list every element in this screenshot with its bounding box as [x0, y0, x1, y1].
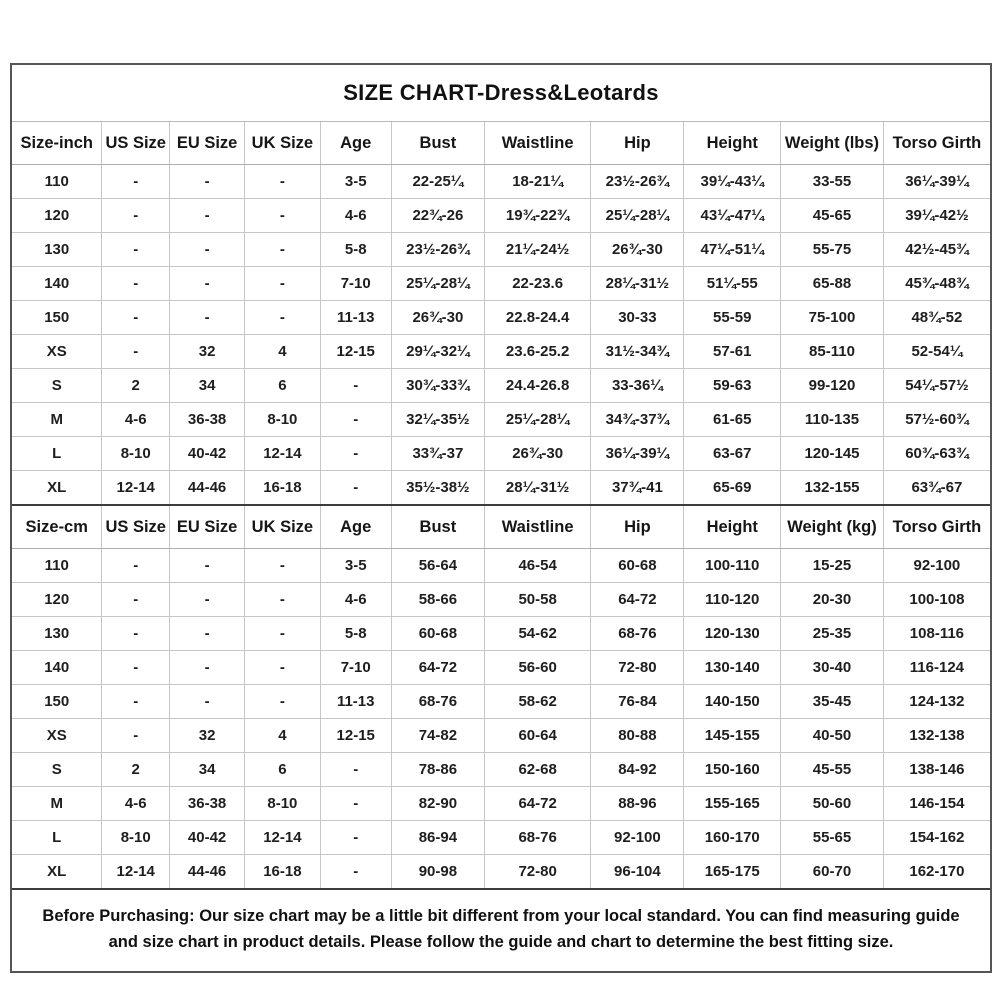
value-cell: 26¾-30 — [484, 437, 591, 471]
value-cell: 78-86 — [391, 753, 484, 787]
value-cell: 110-135 — [781, 403, 884, 437]
value-cell: 12-15 — [320, 719, 391, 753]
value-cell: - — [245, 233, 320, 267]
value-cell: - — [245, 583, 320, 617]
value-cell: 75-100 — [781, 301, 884, 335]
value-cell: - — [169, 233, 244, 267]
value-cell: - — [169, 549, 244, 583]
value-cell: 19¾-22¾ — [484, 199, 591, 233]
column-header: Torso Girth — [883, 506, 990, 549]
value-cell: 36-38 — [169, 787, 244, 821]
value-cell: 145-155 — [684, 719, 781, 753]
value-cell: 165-175 — [684, 855, 781, 889]
table-row — [12, 787, 990, 821]
value-cell: - — [102, 165, 169, 199]
size-cell: 130 — [12, 233, 102, 267]
value-cell: - — [245, 651, 320, 685]
purchase-note: Before Purchasing: Our size chart may be a little bit different from your local standard. You can find measuring guide and size chart in product details. Please follow the guide and chart to determine the best fitting size. — [12, 888, 990, 971]
value-cell: 43¼-47¼ — [684, 199, 781, 233]
size-cell: L — [12, 437, 102, 471]
value-cell: 39¼-42½ — [883, 199, 990, 233]
column-header: Age — [320, 122, 391, 165]
column-header: UK Size — [245, 506, 320, 549]
value-cell: 48¾-52 — [883, 301, 990, 335]
value-cell: 45-55 — [781, 753, 884, 787]
value-cell: 110-120 — [684, 583, 781, 617]
value-cell: - — [320, 753, 391, 787]
value-cell: 100-108 — [883, 583, 990, 617]
value-cell: 82-90 — [391, 787, 484, 821]
table-row — [12, 821, 990, 855]
value-cell: 60¾-63¾ — [883, 437, 990, 471]
value-cell: - — [320, 471, 391, 505]
value-cell: 30-33 — [591, 301, 684, 335]
value-cell: 33-55 — [781, 165, 884, 199]
value-cell: 25¼-28¼ — [391, 267, 484, 301]
table-row — [12, 165, 990, 199]
value-cell: 108-116 — [883, 617, 990, 651]
value-cell: 23½-26¾ — [391, 233, 484, 267]
value-cell: 32¼-35½ — [391, 403, 484, 437]
value-cell: 50-58 — [484, 583, 591, 617]
column-header: Torso Girth — [883, 122, 990, 165]
value-cell: - — [102, 301, 169, 335]
value-cell: 45-65 — [781, 199, 884, 233]
value-cell: 100-110 — [684, 549, 781, 583]
value-cell: 150-160 — [684, 753, 781, 787]
value-cell: 21¼-24½ — [484, 233, 591, 267]
value-cell: 36-38 — [169, 403, 244, 437]
value-cell: 42½-45¾ — [883, 233, 990, 267]
value-cell: 37¾-41 — [591, 471, 684, 505]
value-cell: 52-54¼ — [883, 335, 990, 369]
column-header: Bust — [391, 506, 484, 549]
size-cell: 140 — [12, 651, 102, 685]
value-cell: 4-6 — [102, 787, 169, 821]
size-chart — [10, 63, 992, 973]
value-cell: 4-6 — [320, 583, 391, 617]
value-cell: 72-80 — [591, 651, 684, 685]
value-cell: 8-10 — [102, 821, 169, 855]
table-row — [12, 199, 990, 233]
value-cell: 8-10 — [245, 403, 320, 437]
value-cell: 99-120 — [781, 369, 884, 403]
column-header: Height — [684, 506, 781, 549]
page-title: SIZE CHART-Dress&Leotards — [343, 80, 659, 105]
value-cell: - — [102, 719, 169, 753]
value-cell: 120-145 — [781, 437, 884, 471]
value-cell: 30-40 — [781, 651, 884, 685]
header-row — [12, 506, 990, 549]
table-row — [12, 549, 990, 583]
value-cell: - — [169, 617, 244, 651]
value-cell: 63-67 — [684, 437, 781, 471]
value-cell: 29¼-32¼ — [391, 335, 484, 369]
value-cell: - — [169, 165, 244, 199]
value-cell: 64-72 — [484, 787, 591, 821]
size-cell: 120 — [12, 199, 102, 233]
value-cell: 4-6 — [320, 199, 391, 233]
value-cell: 84-92 — [591, 753, 684, 787]
value-cell: 65-69 — [684, 471, 781, 505]
value-cell: - — [320, 369, 391, 403]
value-cell: 40-50 — [781, 719, 884, 753]
value-cell: 5-8 — [320, 617, 391, 651]
value-cell: 50-60 — [781, 787, 884, 821]
value-cell: 57½-60¾ — [883, 403, 990, 437]
value-cell: 162-170 — [883, 855, 990, 889]
value-cell: 138-146 — [883, 753, 990, 787]
table-row — [12, 583, 990, 617]
value-cell: 54-62 — [484, 617, 591, 651]
value-cell: - — [102, 267, 169, 301]
value-cell: 35-45 — [781, 685, 884, 719]
value-cell: 92-100 — [883, 549, 990, 583]
value-cell: 16-18 — [245, 855, 320, 889]
column-header: Height — [684, 122, 781, 165]
value-cell: 76-84 — [591, 685, 684, 719]
value-cell: 51¼-55 — [684, 267, 781, 301]
value-cell: 36¼-39¼ — [883, 165, 990, 199]
value-cell: 31½-34¾ — [591, 335, 684, 369]
size-table-inch — [12, 122, 990, 504]
value-cell: 5-8 — [320, 233, 391, 267]
value-cell: 65-88 — [781, 267, 884, 301]
value-cell: 74-82 — [391, 719, 484, 753]
value-cell: 58-66 — [391, 583, 484, 617]
value-cell: 28¼-31½ — [484, 471, 591, 505]
size-cell: XS — [12, 335, 102, 369]
value-cell: - — [169, 267, 244, 301]
value-cell: 33-36¼ — [591, 369, 684, 403]
value-cell: 39¼-43¼ — [684, 165, 781, 199]
column-header: Waistline — [484, 122, 591, 165]
value-cell: 11-13 — [320, 301, 391, 335]
value-cell: - — [102, 617, 169, 651]
table-row — [12, 403, 990, 437]
value-cell: 2 — [102, 753, 169, 787]
value-cell: - — [245, 301, 320, 335]
value-cell: 68-76 — [484, 821, 591, 855]
size-cell: XS — [12, 719, 102, 753]
value-cell: 7-10 — [320, 651, 391, 685]
value-cell: 44-46 — [169, 471, 244, 505]
value-cell: 32 — [169, 335, 244, 369]
value-cell: - — [320, 855, 391, 889]
column-header: Age — [320, 506, 391, 549]
value-cell: 34 — [169, 753, 244, 787]
value-cell: 6 — [245, 369, 320, 403]
value-cell: - — [245, 549, 320, 583]
value-cell: 57-61 — [684, 335, 781, 369]
size-cell: XL — [12, 855, 102, 889]
value-cell: 2 — [102, 369, 169, 403]
value-cell: - — [102, 583, 169, 617]
value-cell: 160-170 — [684, 821, 781, 855]
value-cell: - — [169, 583, 244, 617]
value-cell: 36¼-39¼ — [591, 437, 684, 471]
column-header: Hip — [591, 506, 684, 549]
value-cell: 60-70 — [781, 855, 884, 889]
size-cell: 150 — [12, 685, 102, 719]
table-row — [12, 267, 990, 301]
value-cell: 120-130 — [684, 617, 781, 651]
value-cell: 56-64 — [391, 549, 484, 583]
size-cell: S — [12, 369, 102, 403]
size-cell: 110 — [12, 165, 102, 199]
value-cell: 24.4-26.8 — [484, 369, 591, 403]
value-cell: 22-25¼ — [391, 165, 484, 199]
table-row — [12, 719, 990, 753]
value-cell: - — [169, 685, 244, 719]
value-cell: 20-30 — [781, 583, 884, 617]
column-header: Weight (lbs) — [781, 122, 884, 165]
value-cell: 12-15 — [320, 335, 391, 369]
value-cell: 11-13 — [320, 685, 391, 719]
value-cell: 25-35 — [781, 617, 884, 651]
value-cell: 18-21¼ — [484, 165, 591, 199]
value-cell: 60-64 — [484, 719, 591, 753]
size-cell: S — [12, 753, 102, 787]
value-cell: - — [102, 651, 169, 685]
value-cell: - — [102, 549, 169, 583]
value-cell: 88-96 — [591, 787, 684, 821]
size-cell: 150 — [12, 301, 102, 335]
value-cell: 46-54 — [484, 549, 591, 583]
value-cell: 32 — [169, 719, 244, 753]
value-cell: 8-10 — [102, 437, 169, 471]
value-cell: 85-110 — [781, 335, 884, 369]
column-header: UK Size — [245, 122, 320, 165]
value-cell: 72-80 — [484, 855, 591, 889]
column-header: Waistline — [484, 506, 591, 549]
size-cell: XL — [12, 471, 102, 505]
value-cell: 28¼-31½ — [591, 267, 684, 301]
value-cell: 16-18 — [245, 471, 320, 505]
column-header: Hip — [591, 122, 684, 165]
value-cell: 59-63 — [684, 369, 781, 403]
size-cell: M — [12, 787, 102, 821]
value-cell: 68-76 — [591, 617, 684, 651]
value-cell: 61-65 — [684, 403, 781, 437]
value-cell: 35½-38½ — [391, 471, 484, 505]
value-cell: 55-59 — [684, 301, 781, 335]
table-row — [12, 471, 990, 505]
value-cell: 64-72 — [591, 583, 684, 617]
column-header: Size-inch — [12, 122, 102, 165]
value-cell: 58-62 — [484, 685, 591, 719]
value-cell: 12-14 — [102, 855, 169, 889]
value-cell: 124-132 — [883, 685, 990, 719]
value-cell: - — [169, 199, 244, 233]
value-cell: - — [245, 199, 320, 233]
value-cell: 4 — [245, 335, 320, 369]
value-cell: 64-72 — [391, 651, 484, 685]
value-cell: 34¾-37¾ — [591, 403, 684, 437]
value-cell: 60-68 — [591, 549, 684, 583]
value-cell: 15-25 — [781, 549, 884, 583]
column-header: Bust — [391, 122, 484, 165]
value-cell: 33¾-37 — [391, 437, 484, 471]
value-cell: 25¼-28¼ — [484, 403, 591, 437]
value-cell: 12-14 — [102, 471, 169, 505]
value-cell: 155-165 — [684, 787, 781, 821]
value-cell: 4-6 — [102, 403, 169, 437]
value-cell: - — [320, 403, 391, 437]
table-row — [12, 437, 990, 471]
value-cell: - — [320, 821, 391, 855]
table-row — [12, 617, 990, 651]
value-cell: 12-14 — [245, 821, 320, 855]
value-cell: 86-94 — [391, 821, 484, 855]
value-cell: - — [169, 651, 244, 685]
value-cell: 23½-26¾ — [591, 165, 684, 199]
value-cell: 68-76 — [391, 685, 484, 719]
size-cell: 140 — [12, 267, 102, 301]
size-table-cm — [12, 506, 990, 888]
value-cell: 154-162 — [883, 821, 990, 855]
value-cell: 60-68 — [391, 617, 484, 651]
value-cell: 3-5 — [320, 549, 391, 583]
value-cell: 56-60 — [484, 651, 591, 685]
value-cell: 22.8-24.4 — [484, 301, 591, 335]
value-cell: - — [245, 165, 320, 199]
value-cell: 90-98 — [391, 855, 484, 889]
value-cell: 25¼-28¼ — [591, 199, 684, 233]
table-row — [12, 855, 990, 889]
value-cell: 132-138 — [883, 719, 990, 753]
value-cell: 45¾-48¾ — [883, 267, 990, 301]
value-cell: 116-124 — [883, 651, 990, 685]
size-cell: 110 — [12, 549, 102, 583]
value-cell: 3-5 — [320, 165, 391, 199]
table-row — [12, 369, 990, 403]
value-cell: 22-23.6 — [484, 267, 591, 301]
value-cell: 6 — [245, 753, 320, 787]
value-cell: 26¾-30 — [591, 233, 684, 267]
column-header: Weight (kg) — [781, 506, 884, 549]
table-row — [12, 335, 990, 369]
value-cell: 8-10 — [245, 787, 320, 821]
value-cell: - — [102, 199, 169, 233]
value-cell: 92-100 — [591, 821, 684, 855]
size-cell: M — [12, 403, 102, 437]
table-row — [12, 651, 990, 685]
value-cell: 4 — [245, 719, 320, 753]
value-cell: 146-154 — [883, 787, 990, 821]
size-cell: L — [12, 821, 102, 855]
value-cell: 26¾-30 — [391, 301, 484, 335]
column-header: EU Size — [169, 506, 244, 549]
value-cell: - — [169, 301, 244, 335]
value-cell: 55-75 — [781, 233, 884, 267]
value-cell: 63¾-67 — [883, 471, 990, 505]
value-cell: 140-150 — [684, 685, 781, 719]
value-cell: 54¼-57½ — [883, 369, 990, 403]
value-cell: 30¾-33¾ — [391, 369, 484, 403]
table-row — [12, 685, 990, 719]
table-row — [12, 753, 990, 787]
value-cell: 62-68 — [484, 753, 591, 787]
title-bar — [12, 65, 990, 122]
value-cell: 130-140 — [684, 651, 781, 685]
value-cell: 40-42 — [169, 821, 244, 855]
table-row — [12, 301, 990, 335]
column-header: Size-cm — [12, 506, 102, 549]
value-cell: - — [245, 685, 320, 719]
value-cell: 22¾-26 — [391, 199, 484, 233]
column-header: US Size — [102, 506, 169, 549]
value-cell: - — [245, 617, 320, 651]
table-row — [12, 233, 990, 267]
value-cell: - — [102, 335, 169, 369]
value-cell: - — [320, 787, 391, 821]
value-cell: 96-104 — [591, 855, 684, 889]
value-cell: 7-10 — [320, 267, 391, 301]
size-cell: 130 — [12, 617, 102, 651]
value-cell: 34 — [169, 369, 244, 403]
column-header: US Size — [102, 122, 169, 165]
value-cell: 80-88 — [591, 719, 684, 753]
value-cell: - — [102, 233, 169, 267]
value-cell: 12-14 — [245, 437, 320, 471]
value-cell: - — [102, 685, 169, 719]
value-cell: - — [320, 437, 391, 471]
value-cell: 55-65 — [781, 821, 884, 855]
size-cell: 120 — [12, 583, 102, 617]
value-cell: - — [245, 267, 320, 301]
header-row — [12, 122, 990, 165]
value-cell: 44-46 — [169, 855, 244, 889]
column-header: EU Size — [169, 122, 244, 165]
value-cell: 47¼-51¼ — [684, 233, 781, 267]
value-cell: 23.6-25.2 — [484, 335, 591, 369]
value-cell: 40-42 — [169, 437, 244, 471]
value-cell: 132-155 — [781, 471, 884, 505]
